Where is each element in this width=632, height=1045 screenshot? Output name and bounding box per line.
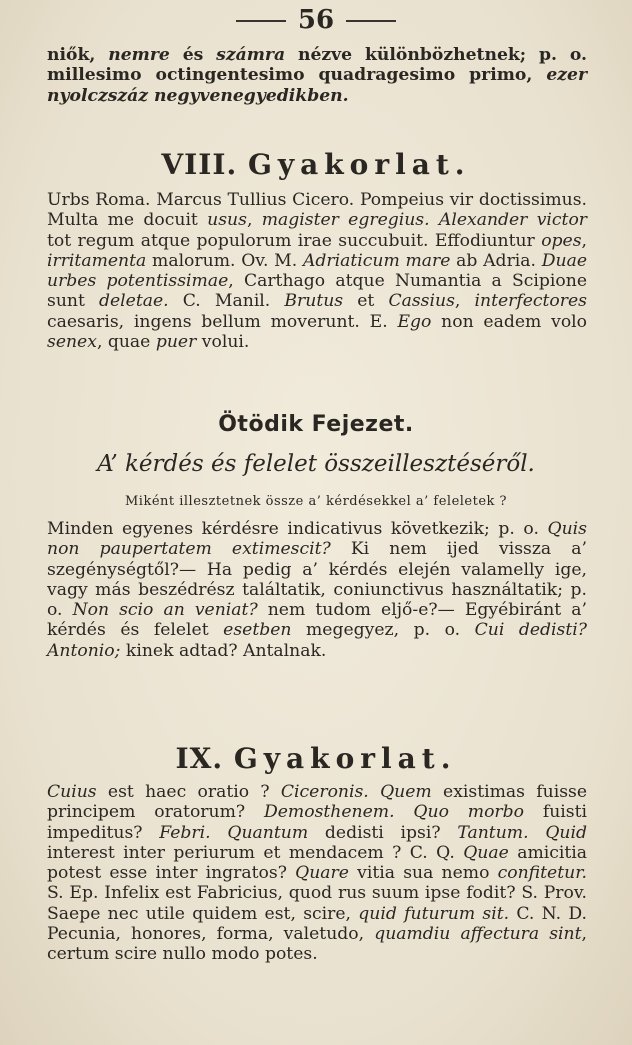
text-run <box>211 823 228 843</box>
italic-run: Febri. <box>159 822 211 843</box>
text-run <box>395 802 414 822</box>
italic-run: Quantum <box>227 822 309 843</box>
italic-run: Non scio an veniat? <box>72 600 258 621</box>
text-run: , <box>246 210 262 231</box>
italic-run: Duae urbes potentissimae <box>47 250 588 292</box>
text-run: , <box>581 230 587 251</box>
italic-run: Quis non paupertatem extimescit? <box>47 519 587 560</box>
text-run: fuisti impeditus? <box>47 802 587 843</box>
chapter-subtitle: A’ kérdés és felelet összeillesztéséről. <box>97 451 535 477</box>
exercise-word: Gyakorlat. <box>247 148 471 181</box>
italic-run: Cuius <box>47 782 97 802</box>
italic-run: usus <box>207 210 247 231</box>
exercise-ix-text <box>47 782 587 965</box>
italic-run: számra <box>216 45 286 65</box>
text-run: és <box>169 45 217 65</box>
paragraph-continuation <box>47 45 587 106</box>
italic-run: irritamenta <box>47 250 147 271</box>
italic-run: puer <box>155 332 197 353</box>
italic-run: Quare <box>295 863 349 884</box>
text-run: , certum scire nullo modo potes. <box>47 924 587 965</box>
italic-run: quid futurum sit. <box>358 903 510 924</box>
text-run: est haec oratio ? <box>96 782 281 802</box>
chapter-question: Miként illesztetnek össze a’ kérdésekkel a’ feleletek ? <box>124 494 508 509</box>
italic-run: Adriaticum mare <box>302 250 451 271</box>
text-run: nem tudom eljő-e?— Egyébiránt a’ kérdés és felelet <box>47 600 587 641</box>
italic-run: Tantum. <box>457 822 529 843</box>
italic-run: deletae. <box>99 291 169 312</box>
text-run: megegyez, p. o. <box>291 620 475 641</box>
text-run: amicitia potest esse inter ingratos? <box>47 842 588 884</box>
text-run: interest inter periurum et mendacem ? C. Q. <box>47 842 464 863</box>
exercise-heading-viii <box>0 148 632 181</box>
italic-run: interfectores <box>474 291 587 312</box>
italic-run: Ego <box>397 311 432 332</box>
text-run: Urbs Roma. Marcus Tullius Cicero. Pompeius vir doctissimus. Multa me docuit <box>47 190 587 231</box>
italic-run: Brutus <box>284 291 344 312</box>
page-number: 56 <box>297 5 335 35</box>
text-run: dedisti ipsi? <box>308 822 458 843</box>
italic-run: Quo morbo <box>413 802 524 823</box>
italic-run: Quae <box>463 842 509 863</box>
text-run: niők, <box>47 45 109 65</box>
text-run: et <box>343 291 389 312</box>
text-run: volui. <box>196 332 250 353</box>
italic-run: opes <box>541 230 582 251</box>
text-run <box>369 782 380 802</box>
italic-run: ezer nyolczszáz negyvenegyedikben. <box>47 65 587 106</box>
text-run: C. Manil. <box>168 291 285 312</box>
exercise-viii-text <box>47 190 587 352</box>
exercise-word: Gyakorlat. <box>233 742 457 775</box>
exercise-number: VIII. <box>161 148 238 181</box>
text-run: caesaris, ingens bellum moverunt. E. <box>47 311 398 332</box>
exercise-heading-ix <box>0 742 632 775</box>
text-run: nézve különbözhetnek; p. o. millesimo octingentesimo quadragesimo primo, <box>47 45 587 86</box>
italic-run: Quem <box>380 782 432 802</box>
text-run: ab Adria. <box>450 250 542 271</box>
text-run: malorum. Ov. M. <box>146 250 303 271</box>
italic-run: Cui dedisti? Antonio; <box>47 620 587 661</box>
text-run <box>430 210 439 230</box>
italic-run: senex <box>47 332 97 353</box>
italic-run: nemre <box>108 45 170 65</box>
text-run <box>529 823 546 843</box>
text-run: , Carthago atque Numantia a Scipione sunt <box>47 271 588 312</box>
text-run: vitia sua nemo <box>348 863 498 884</box>
folio-dash-right <box>346 20 396 22</box>
text-run: C. N. D. Pecunia, honores, forma, valetudo, <box>47 903 587 945</box>
folio-dash-left <box>236 20 286 22</box>
text-run: existimas fuisse principem oratorum? <box>47 782 588 823</box>
italic-run: Demosthenem. <box>263 802 395 823</box>
italic-run: esetben <box>223 620 292 641</box>
exercise-number: IX. <box>175 742 224 775</box>
chapter-title: Ötödik Fejezet. <box>218 412 414 437</box>
text-run: , quae <box>96 332 156 353</box>
italic-run: quamdiu affectura sint <box>374 924 582 945</box>
italic-run: Alexander victor <box>438 210 588 231</box>
italic-run: Quid <box>545 822 587 843</box>
text-run: , <box>454 291 475 312</box>
italic-run: confitetur. <box>497 863 587 884</box>
text-run: non eadem volo <box>431 311 588 332</box>
chapter-body-text <box>47 519 587 661</box>
page-folio <box>0 6 632 34</box>
italic-run: Ciceronis. <box>280 782 369 802</box>
text-run: S. Ep. Infelix est Fabricius, quod rus suum ipse fodit? S. Prov. Saepe nec utile quidem est, scire, <box>47 883 587 924</box>
italic-run: magister egregius. <box>261 210 430 231</box>
text-run: tot regum atque populorum irae succubuit. Effodiuntur <box>47 230 542 251</box>
text-run: kinek adtad? Antalnak. <box>120 640 327 661</box>
italic-run: Cassius <box>388 291 455 312</box>
text-run: Minden egyenes kérdésre indicativus következik; p. o. <box>47 519 548 539</box>
text-run: Ki nem ijed vissza a’ szegénységtől?— Ha pedig a’ kérdés elején valamelly ige, vagy más beszédrész találtatik, coniunctivus használtatik; p. o. <box>47 539 587 621</box>
